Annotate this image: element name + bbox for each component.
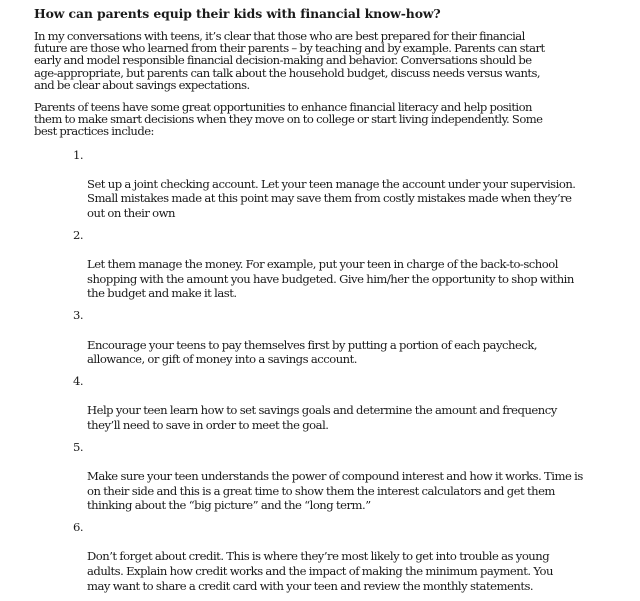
- list-item: [73, 147, 630, 221]
- list-item-number: 5.: [73, 439, 84, 454]
- article-title: How can parents equip their kids with financial know-how?: [34, 6, 441, 21]
- list-item: [73, 227, 630, 301]
- intro-paragraph: In my conversations with teens, it’s clear that those who are best prepared for their financial future are those who learned from their parents – by teaching and by example. Parents can start early and model responsible financial decision-making and behavior. Conversations should be age-appropriate, but parents can talk about the household budget, discuss needs versus wants, and be clear about savings expectations.: [34, 29, 545, 92]
- list-item-number: 1.: [73, 147, 84, 162]
- list-item: [73, 308, 630, 367]
- list-item-text: Let them manage the money. For example, put your teen in charge of the back-to-school shopping with the amount you have budgeted. Give him/her the opportunity to shop within the budget and make it last.: [87, 257, 574, 301]
- article: [34, 6, 630, 601]
- list-item-number: 4.: [73, 374, 84, 389]
- best-practices-intro-paragraph: Parents of teens have some great opportunities to enhance financial literacy and help position them to make smart decisions when they move on to college or start living independently. Some best practices include:: [34, 100, 543, 139]
- list-item: [73, 374, 630, 432]
- list-item-number: 2.: [73, 227, 84, 242]
- list-item: [73, 439, 630, 513]
- list-item-text: Make sure your teen understands the power of compound interest and how it works. Time is on their side and this is a great time to show them the interest calculators and get them thinking about the “big picture” and the “long term.”: [87, 469, 583, 513]
- best-practices-list: [34, 148, 630, 594]
- list-item-number: 3.: [73, 308, 84, 323]
- list-item: [73, 520, 630, 593]
- list-item-text: Help your teen learn how to set savings goals and determine the amount and frequency they’ll need to save in order to meet the goal.: [87, 403, 557, 432]
- list-item-number: 6.: [73, 520, 84, 535]
- list-item-text: Encourage your teens to pay themselves first by putting a portion of each paycheck, allowance, or gift of money into a savings account.: [87, 337, 538, 367]
- list-item-text: Don’t forget about credit. This is where they’re most likely to get into trouble as young adults. Explain how credit works and the impact of making the minimum payment. You may want to share a credit card with your teen and review the monthly statements.: [87, 549, 553, 593]
- list-item-text: Set up a joint checking account. Let your teen manage the account under your supervision. Small mistakes made at this point may save them from costly mistakes made when they’re out on their own: [87, 176, 576, 220]
